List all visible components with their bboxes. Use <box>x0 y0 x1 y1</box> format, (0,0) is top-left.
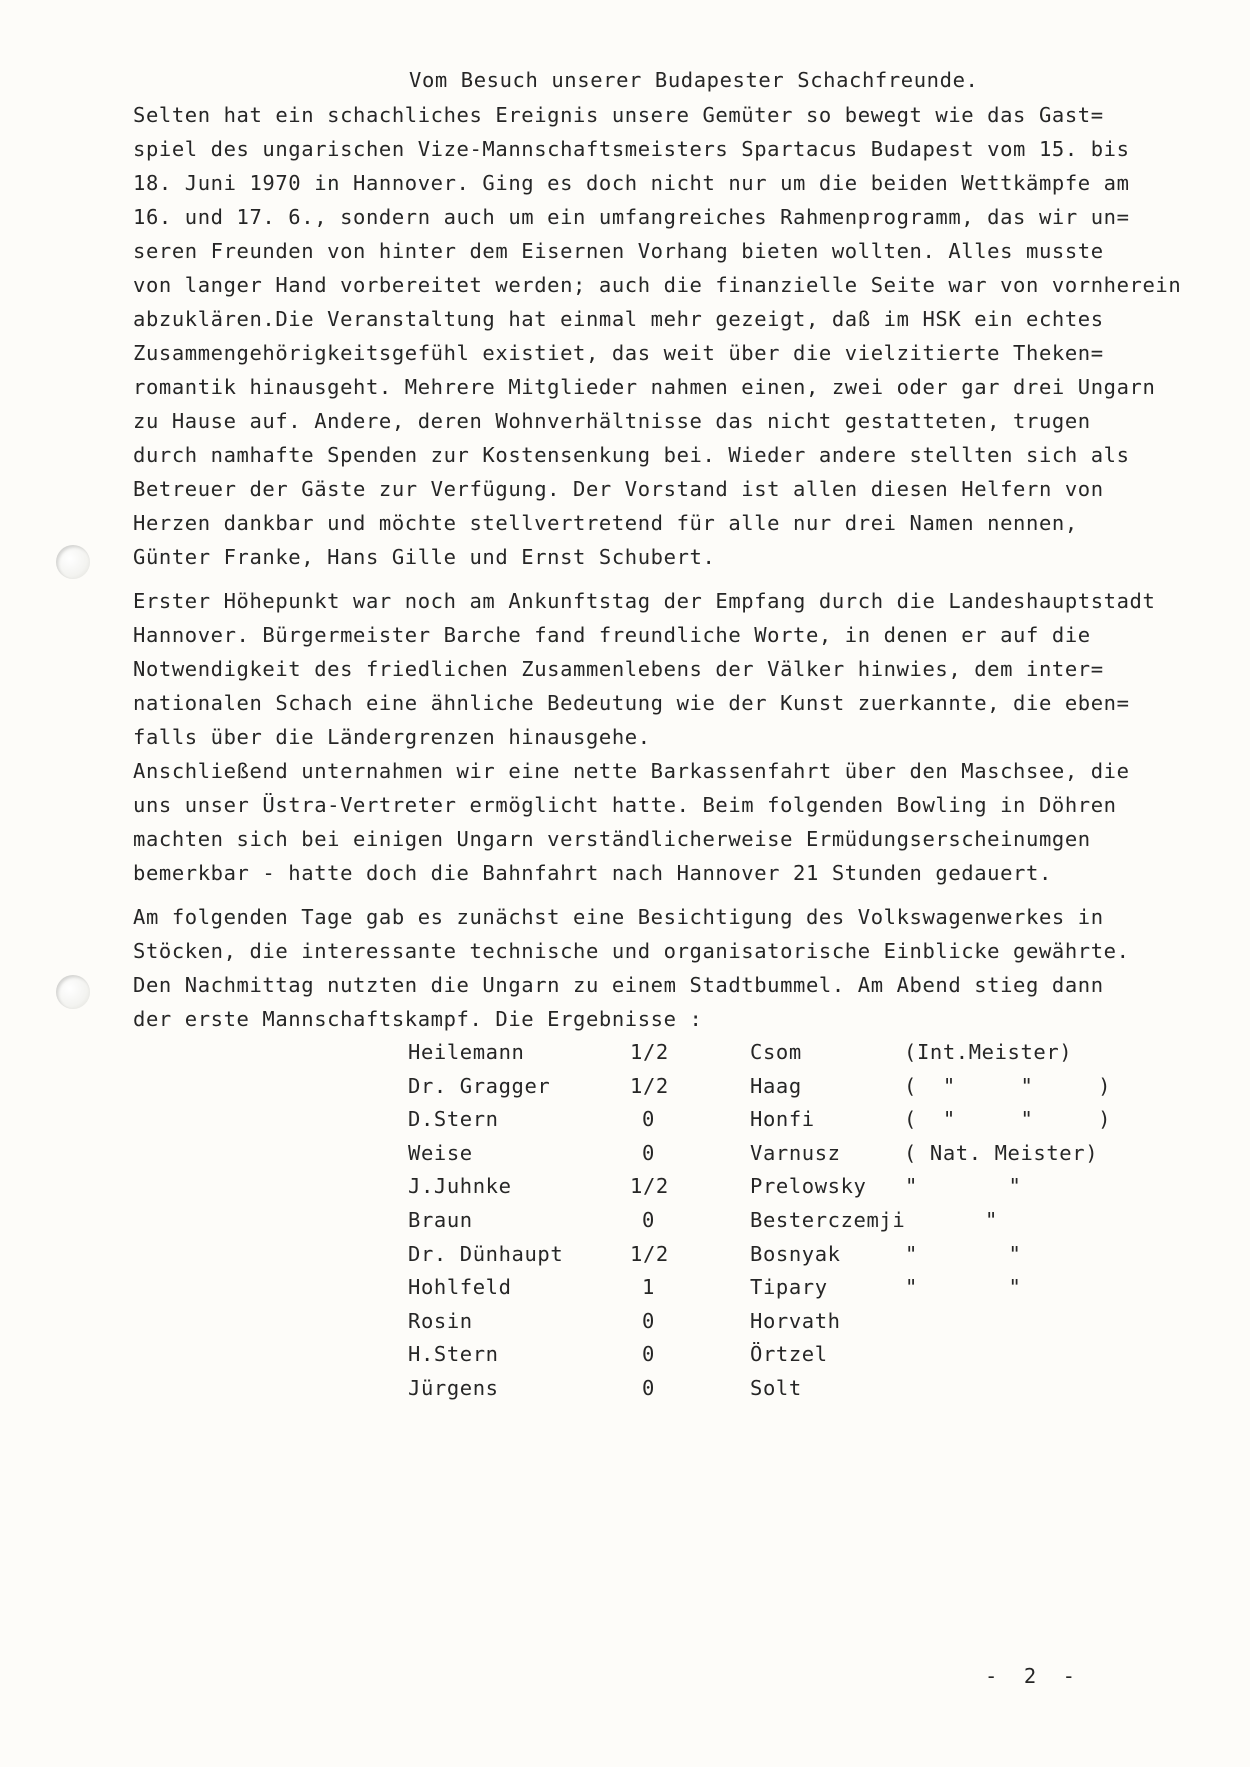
result-player: Braun <box>408 1208 473 1232</box>
text-line: seren Freunden von hinter dem Eisernen Vorhang bieten wollten. Alles musste <box>133 239 1104 263</box>
result-opponent: Varnusz <box>750 1140 841 1165</box>
text-line: Zusammengehörigkeitsgefühl existiet, das weit über die vielzitierte Theken= <box>133 341 1104 365</box>
result-score: 0 <box>642 1308 655 1333</box>
page-number: - 2 - <box>985 1664 1076 1688</box>
document-title: Vom Besuch unserer Budapester Schachfreunde. <box>409 68 979 92</box>
result-score: 1/2 <box>630 1073 669 1098</box>
text-line: Am folgenden Tage gab es zunächst eine Besichtigung des Volkswagenwerkes in <box>133 905 1104 929</box>
result-opponent: Tipary <box>750 1275 828 1300</box>
text-line: bemerkbar - hatte doch die Bahnfahrt nach Hannover 21 Stunden gedauert. <box>133 861 1052 885</box>
result-player: Heilemann <box>408 1040 525 1064</box>
result-player: Weise <box>408 1140 473 1165</box>
result-player: J.Juhnke <box>408 1174 512 1199</box>
punch-hole-bottom <box>56 975 90 1009</box>
text-line: abzuklären.Die Veranstaltung hat einmal mehr gezeigt, daß im HSK ein echtes <box>133 307 1104 331</box>
text-line: zu Hause auf. Andere, deren Wohnverhältnisse das nicht gestatteten, trugen <box>133 409 1091 433</box>
result-score: 1/2 <box>630 1174 669 1199</box>
text-line: Den Nachmittag nutzten die Ungarn zu einem Stadtbummel. Am Abend stieg dann <box>133 973 1104 997</box>
text-line: Selten hat ein schachliches Ereignis unsere Gemüter so bewegt wie das Gast= <box>133 103 1104 127</box>
result-score: 0 <box>642 1107 655 1132</box>
result-player: Dr. Gragger <box>408 1073 551 1098</box>
result-opponent: Solt <box>750 1376 802 1400</box>
text-line: Hannover. Bürgermeister Barche fand freundliche Worte, in denen er auf die <box>133 623 1091 647</box>
result-opponent: Honfi <box>750 1107 815 1132</box>
result-opponent: Prelowsky <box>750 1174 867 1199</box>
paragraph-1 <box>133 96 1243 569</box>
result-score: 0 <box>642 1208 655 1232</box>
result-player: H.Stern <box>408 1342 499 1367</box>
result-title: " <box>985 1208 998 1232</box>
result-player: Rosin <box>408 1308 473 1333</box>
text-line: der erste Mannschaftskampf. Die Ergebnisse : <box>133 1007 703 1031</box>
text-line: Stöcken, die interessante technische und organisatorische Einblicke gewährte. <box>133 939 1130 963</box>
text-line: von langer Hand vorbereitet werden; auch die finanzielle Seite war von vornherein <box>133 273 1182 297</box>
text-line: Günter Franke, Hans Gille und Ernst Schubert. <box>133 545 716 569</box>
result-score: 1/2 <box>630 1040 669 1064</box>
text-line: 16. und 17. 6., sondern auch um ein umfangreiches Rahmenprogramm, das wir un= <box>133 205 1130 229</box>
result-score: 0 <box>642 1376 655 1400</box>
result-opponent: Örtzel <box>750 1342 828 1367</box>
result-title: " " <box>905 1275 1022 1300</box>
text-line: romantik hinausgeht. Mehrere Mitglieder nahmen einen, zwei oder gar drei Ungarn <box>133 375 1156 399</box>
text-line: Erster Höhepunkt war noch am Ankunftstag der Empfang durch die Landeshauptstadt <box>133 589 1156 613</box>
result-opponent: Csom <box>750 1040 802 1064</box>
text-line: spiel des ungarischen Vize-Mannschaftsmeisters Spartacus Budapest vom 15. bis <box>133 137 1130 161</box>
text-line: 18. Juni 1970 in Hannover. Ging es doch nicht nur um die beiden Wettkämpfe am <box>133 171 1130 195</box>
paragraph-2 <box>133 552 1243 885</box>
text-line: durch namhafte Spenden zur Kostensenkung bei. Wieder andere stellten sich als <box>133 443 1130 467</box>
result-opponent: Besterczemji <box>750 1208 906 1232</box>
result-player: Jürgens <box>408 1376 499 1400</box>
result-score: 0 <box>642 1342 655 1367</box>
result-score: 1/2 <box>630 1241 669 1266</box>
text-line: Anschließend unternahmen wir eine nette Barkassenfahrt über den Maschsee, die <box>133 759 1130 783</box>
result-opponent: Haag <box>750 1073 802 1098</box>
text-line: nationalen Schach eine ähnliche Bedeutung wie der Kunst zuerkannte, die eben= <box>133 691 1130 715</box>
text-line: Betreuer der Gäste zur Verfügung. Der Vorstand ist allen diesen Helfern von <box>133 477 1104 501</box>
text-line: uns unser Üstra-Vertreter ermöglicht hatte. Beim folgenden Bowling in Döhren <box>133 793 1117 817</box>
text-line: Notwendigkeit des friedlichen Zusammenlebens der Välker hinwies, dem inter= <box>133 657 1104 681</box>
result-opponent: Horvath <box>750 1308 841 1333</box>
result-title: " " <box>905 1174 1022 1199</box>
result-title: ( " " ) <box>904 1073 1112 1098</box>
result-title: " " <box>905 1241 1022 1266</box>
text-line: Herzen dankbar und möchte stellvertretend für alle nur drei Namen nennen, <box>133 511 1078 535</box>
result-player: Hohlfeld <box>408 1275 512 1300</box>
text-line: machten sich bei einigen Ungarn verständlicherweise Ermüdungserscheinumgen <box>133 827 1091 851</box>
letter-body <box>133 0 1243 1080</box>
paragraph-3 <box>133 888 1243 1032</box>
result-title: (Int.Meister) <box>904 1040 1073 1064</box>
result-title: ( Nat. Meister) <box>904 1140 1099 1165</box>
result-player: Dr. Dünhaupt <box>408 1241 564 1266</box>
result-title: ( " " ) <box>904 1107 1112 1132</box>
text-line: falls über die Ländergrenzen hinausgehe. <box>133 725 651 749</box>
result-score: 0 <box>642 1140 655 1165</box>
result-opponent: Bosnyak <box>750 1241 841 1266</box>
punch-hole-top <box>56 545 90 579</box>
result-score: 1 <box>642 1275 655 1300</box>
result-player: D.Stern <box>408 1107 499 1132</box>
